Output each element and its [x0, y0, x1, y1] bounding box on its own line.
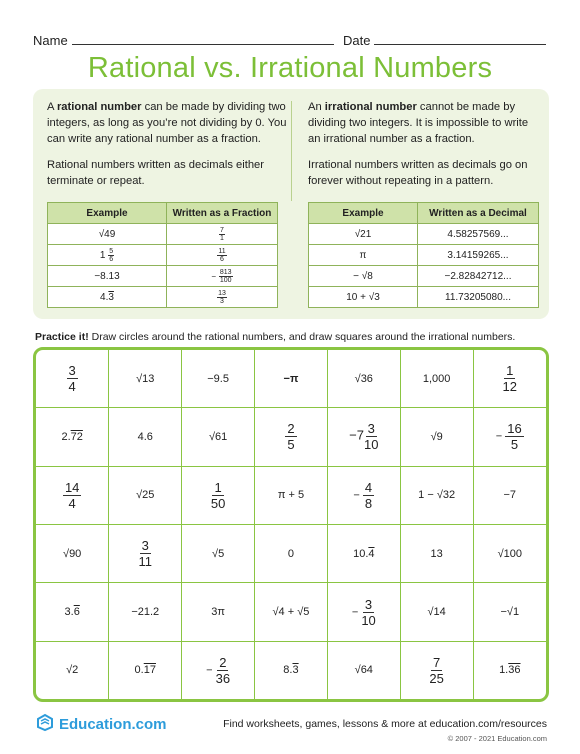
- grid-cell[interactable]: − $\frac{2}{36}$: [182, 641, 255, 699]
- grid-cell[interactable]: 10.4: [327, 524, 400, 582]
- grid-row: [36, 524, 546, 582]
- name-field[interactable]: [33, 32, 334, 48]
- practice-instructions: Practice it! Draw circles around the rational numbers, and draw squares around the irrational numbers.: [35, 331, 516, 343]
- table-header: Example: [48, 203, 167, 224]
- grid-row: [36, 641, 546, 699]
- copyright: © 2007 - 2021 Education.com: [447, 734, 547, 743]
- grid-cell[interactable]: − $\frac{16}{5}$: [473, 408, 546, 466]
- grid-cell[interactable]: √61: [182, 408, 255, 466]
- table-row: [309, 245, 539, 266]
- grid-cell[interactable]: $\frac{2}{5}$: [255, 408, 328, 466]
- date-field[interactable]: [343, 32, 546, 48]
- decimal-cell: 4.58257569...: [418, 224, 539, 245]
- grid-cell[interactable]: −9.5: [182, 350, 255, 408]
- date-label: Date: [343, 33, 371, 48]
- grid-row: [36, 408, 546, 466]
- grid-cell[interactable]: 13: [400, 524, 473, 582]
- grid-cell[interactable]: $\frac{1}{50}$: [182, 466, 255, 524]
- grid-cell[interactable]: $\frac{1}{12}$: [473, 350, 546, 408]
- fraction-cell: $\frac{13}{3}$: [167, 287, 278, 308]
- practice-grid: [33, 347, 549, 702]
- grid-cell[interactable]: √25: [109, 466, 182, 524]
- table-row: [309, 287, 539, 308]
- grid-row: [36, 350, 546, 408]
- table-header: Example: [309, 203, 418, 224]
- table-row: [309, 266, 539, 287]
- grid-row: [36, 466, 546, 524]
- rational-paragraph-1: A rational number can be made by dividing two integers, as long as you’re not dividing by 0. You can write any rational number as a fraction.: [47, 101, 287, 145]
- grid-cell[interactable]: −7 $\frac{3}{10}$: [327, 408, 400, 466]
- table-row: [48, 224, 278, 245]
- grid-cell[interactable]: −π: [255, 350, 328, 408]
- table-header: Written as a Decimal: [418, 203, 539, 224]
- table-header: Written as a Fraction: [167, 203, 278, 224]
- example-cell: 4.3: [48, 287, 167, 308]
- table-row: [48, 245, 278, 266]
- grid-cell[interactable]: √9: [400, 408, 473, 466]
- fraction-cell: − $\frac{813}{100}$: [167, 266, 278, 287]
- irrational-paragraph-2: Irrational numbers written as decimals go on forever without repeating in a pattern.: [308, 159, 528, 187]
- definitions-panel: [33, 89, 549, 319]
- education-logo-icon: [35, 712, 55, 736]
- rational-definition: [47, 99, 287, 199]
- name-label: Name: [33, 33, 68, 48]
- example-cell: √21: [309, 224, 418, 245]
- example-cell: −8.13: [48, 266, 167, 287]
- grid-cell[interactable]: 0.17: [109, 641, 182, 699]
- grid-cell[interactable]: √13: [109, 350, 182, 408]
- grid-cell[interactable]: 1,000: [400, 350, 473, 408]
- example-cell: 10 + √3: [309, 287, 418, 308]
- page-title: Rational vs. Irrational Numbers: [87, 52, 493, 84]
- grid-cell[interactable]: 1 − √32: [400, 466, 473, 524]
- column-divider: [291, 101, 292, 201]
- grid-cell[interactable]: 2.72: [36, 408, 109, 466]
- grid-cell[interactable]: $\frac{3}{4}$: [36, 350, 109, 408]
- irrational-paragraph-1: An irrational number cannot be made by dividing two integers. It is impossible to write an irrational number as a fraction.: [308, 101, 529, 145]
- grid-cell[interactable]: √100: [473, 524, 546, 582]
- fraction-cell: $\frac{11}{6}$: [167, 245, 278, 266]
- irrational-definition: [308, 99, 540, 199]
- rational-paragraph-2: Rational numbers written as decimals either terminate or repeat.: [47, 159, 265, 187]
- grid-cell[interactable]: √5: [182, 524, 255, 582]
- grid-row: [36, 583, 546, 641]
- education-logo[interactable]: [35, 712, 167, 736]
- grid-cell[interactable]: −7: [473, 466, 546, 524]
- grid-cell[interactable]: √36: [327, 350, 400, 408]
- table-row: [48, 287, 278, 308]
- decimal-cell: −2.82842712...: [418, 266, 539, 287]
- irrational-examples-table: [308, 202, 539, 308]
- example-cell: 1 $\frac{5}{6}$: [48, 245, 167, 266]
- decimal-cell: 11.73205080...: [418, 287, 539, 308]
- grid-cell[interactable]: 3π: [182, 583, 255, 641]
- grid-cell[interactable]: 8.3: [255, 641, 328, 699]
- grid-cell[interactable]: 1.36: [473, 641, 546, 699]
- decimal-cell: 3.14159265...: [418, 245, 539, 266]
- grid-cell[interactable]: − $\frac{3}{10}$: [327, 583, 400, 641]
- example-cell: π: [309, 245, 418, 266]
- example-cell: √49: [48, 224, 167, 245]
- grid-cell[interactable]: −21.2: [109, 583, 182, 641]
- grid-cell[interactable]: √64: [327, 641, 400, 699]
- grid-cell[interactable]: − $\frac{4}{8}$: [327, 466, 400, 524]
- rational-examples-table: [47, 202, 278, 308]
- grid-cell[interactable]: √14: [400, 583, 473, 641]
- grid-cell[interactable]: $\frac{14}{4}$: [36, 466, 109, 524]
- grid-cell[interactable]: 0: [255, 524, 328, 582]
- grid-cell[interactable]: π + 5: [255, 466, 328, 524]
- grid-cell[interactable]: √4 + √5: [255, 583, 328, 641]
- footer-tagline: Find worksheets, games, lessons & more at education.com/resources: [223, 718, 547, 730]
- grid-cell[interactable]: √2: [36, 641, 109, 699]
- date-line[interactable]: [374, 32, 546, 45]
- table-row: [309, 224, 539, 245]
- name-line[interactable]: [72, 32, 334, 45]
- fraction-cell: $\frac{7}{1}$: [167, 224, 278, 245]
- example-cell: − √8: [309, 266, 418, 287]
- grid-cell[interactable]: 3.6: [36, 583, 109, 641]
- grid-cell[interactable]: −√1: [473, 583, 546, 641]
- grid-cell[interactable]: 4.6: [109, 408, 182, 466]
- grid-cell[interactable]: √90: [36, 524, 109, 582]
- table-row: [48, 266, 278, 287]
- logo-text: Education.com: [59, 715, 167, 733]
- grid-cell[interactable]: $\frac{7}{25}$: [400, 641, 473, 699]
- grid-cell[interactable]: $\frac{3}{11}$: [109, 524, 182, 582]
